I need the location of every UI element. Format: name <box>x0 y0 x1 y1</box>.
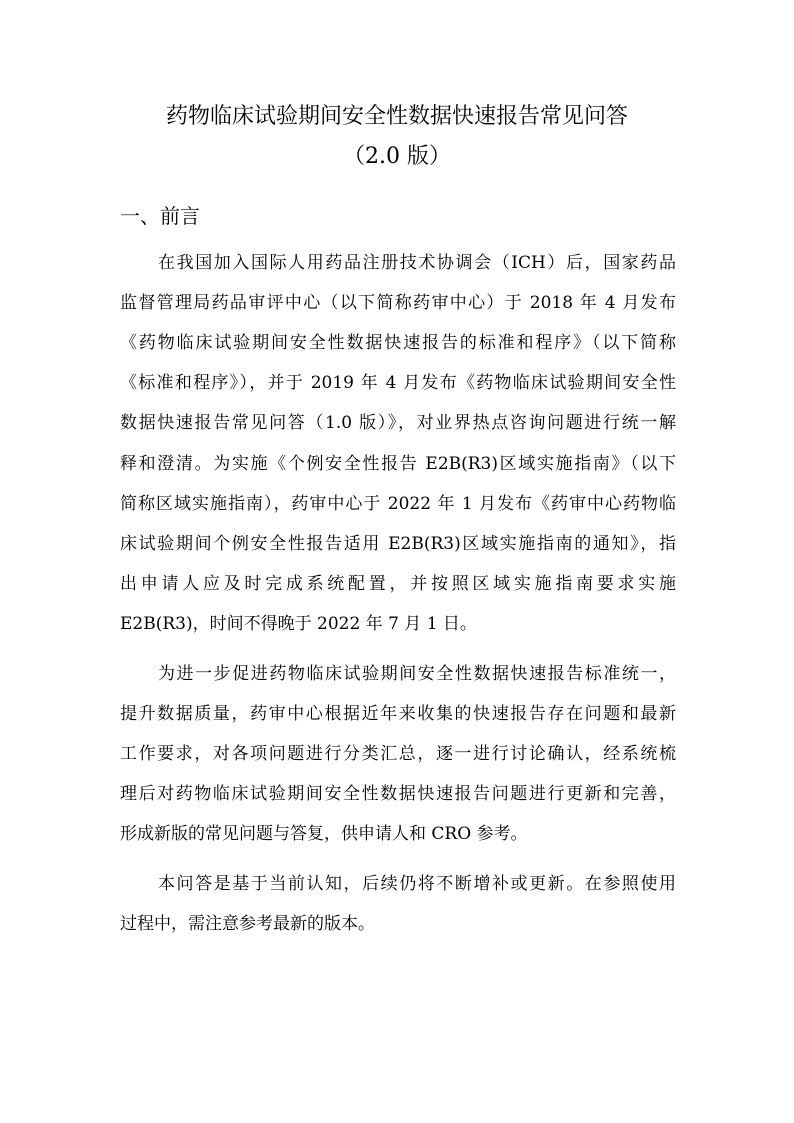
document-version: （2.0 版） <box>343 144 451 169</box>
paragraph-1-line-9: 出申请人应及时完成系统配置，并按照区域实施指南要求实施 <box>120 574 676 594</box>
paragraph-2-line-2: 提升数据质量，药审中心根据近年来收集的快速报告存在问题和最新 <box>120 704 676 724</box>
paragraph-1-line-7: 简称区域实施指南），药审中心于 2022 年 1 月发布《药审中心药物临 <box>120 494 676 514</box>
paragraph-3-line-2: 过程中，需注意参考最新的版本。 <box>120 914 375 934</box>
paragraph-1-line-5: 数据快速报告常见问答（1.0 版）》，对业界热点咨询问题进行统一解 <box>120 413 676 433</box>
paragraph-1-line-10: E2B(R3)，时间不得晚于 2022 年 7 月 1 日。 <box>120 614 477 634</box>
section-heading-preface: 一、前言 <box>120 204 200 228</box>
paragraph-1-line-4: 《标准和程序》），并于 2019 年 4 月发布《药物临床试验期间安全性 <box>120 373 676 393</box>
paragraph-2-line-4: 理后对药物临床试验期间安全性数据快速报告问题进行更新和完善， <box>120 784 676 804</box>
paragraph-2-line-3: 工作要求，对各项问题进行分类汇总，逐一进行讨论确认，经系统梳 <box>120 744 676 764</box>
document-title: 药物临床试验期间安全性数据快速报告常见问答 <box>165 104 628 129</box>
paragraph-2-line-1: 为进一步促进药物临床试验期间安全性数据快速报告标准统一， <box>158 664 676 684</box>
paragraph-2-line-5: 形成新版的常见问题与答复，供申请人和 CRO 参考。 <box>120 824 528 844</box>
paragraph-1-line-6: 释和澄清。为实施《个例安全性报告 E2B(R3)区域实施指南》（以下 <box>120 454 676 474</box>
paragraph-3-line-1: 本问答是基于当前认知，后续仍将不断增补或更新。在参照使用 <box>158 874 676 894</box>
paragraph-1-line-1: 在我国加入国际人用药品注册技术协调会（ICH）后，国家药品 <box>158 253 676 273</box>
paragraph-1-line-8: 床试验期间个例安全性报告适用 E2B(R3)区域实施指南的通知》，指 <box>120 534 676 554</box>
paragraph-1-line-2: 监督管理局药品审评中心（以下简称药审中心）于 2018 年 4 月发布 <box>120 293 676 313</box>
paragraph-1-line-3: 《药物临床试验期间安全性数据快速报告的标准和程序》（以下简称 <box>120 333 676 353</box>
